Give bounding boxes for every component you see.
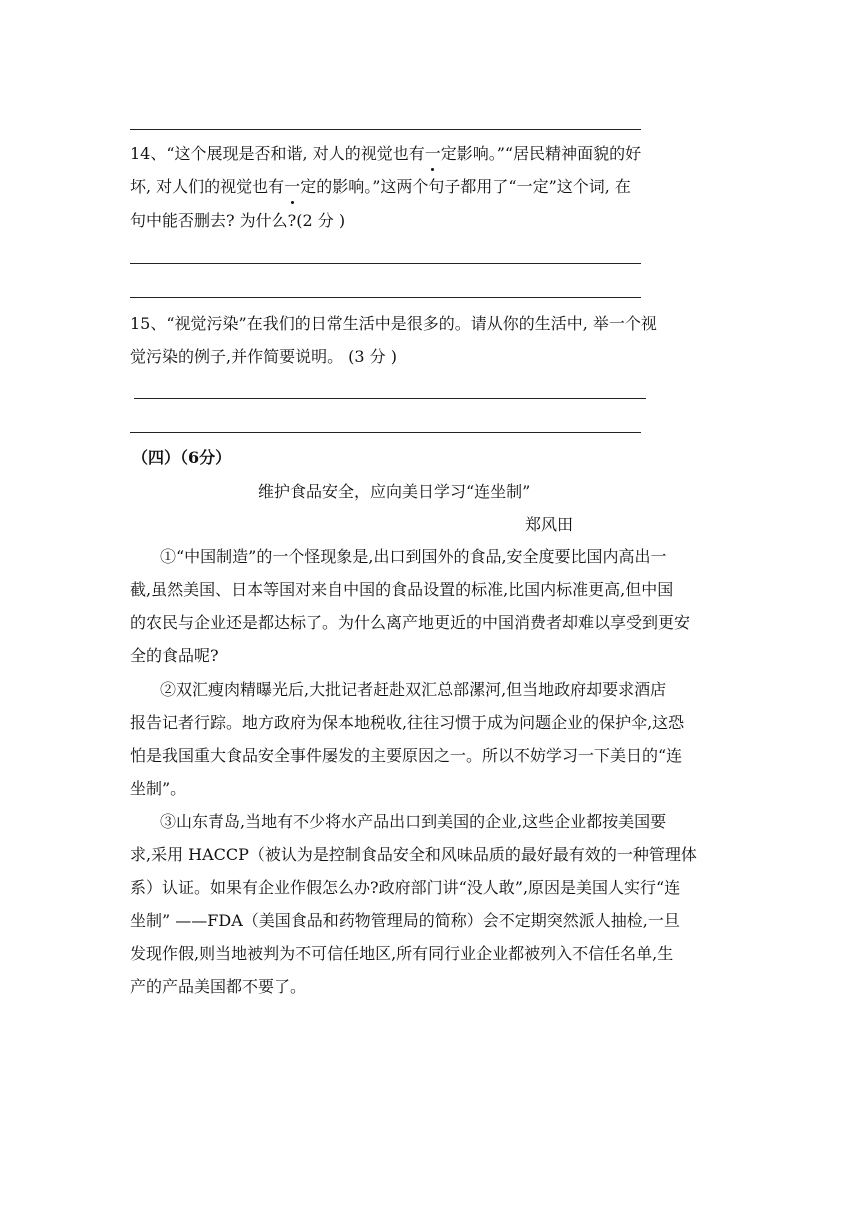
q15-answer-line-1[interactable] xyxy=(134,398,646,399)
paragraph-line: 截,虽然美国、日本等国对来自中国的食品设置的标准,比国内标准更高,但中国 xyxy=(130,580,674,599)
paragraph-line: 产的产品美国都不要了。 xyxy=(130,977,307,996)
paragraph-3 xyxy=(130,810,734,1008)
paragraph-line: 发现作假,则当地被判为不可信任地区,所有同行业企业都被列入不信任名单,生 xyxy=(130,944,674,963)
paragraph-line: 坐制” ——FDA（美国食品和药物管理局的简称）会不定期突然派人抽检,一旦 xyxy=(130,911,680,930)
q15-answer-line-2[interactable] xyxy=(130,432,641,433)
paragraph-line: ①“中国制造”的一个怪现象是,出口到国外的食品,安全度要比国内高出一 xyxy=(160,547,667,566)
q14-line-3: 句中能否删去? 为什么?(2 分 ) xyxy=(130,211,346,230)
q14-line-2: 坏, 对人们的视觉也有一定的影响。”这两个句子都用了“一定”这个词, 在 xyxy=(130,177,631,196)
answer-line[interactable] xyxy=(130,129,641,130)
article-author: 郑风田 xyxy=(525,515,574,534)
paragraph-line: 坐制”。 xyxy=(130,779,187,798)
article-title: 维护食品安全，应向美日学习“连坐制” xyxy=(258,482,531,501)
section-heading: （四）（6分） xyxy=(132,448,232,467)
paragraph-line: ②双汇瘦肉精曝光后,大批记者赶赴双汇总部漯河,但当地政府却要求酒店 xyxy=(160,680,667,699)
emphasis-dot-char: 一 xyxy=(284,177,301,196)
q14-answer-line-2[interactable] xyxy=(130,297,641,298)
paragraph-1 xyxy=(130,545,734,677)
q15-line-1: 15、“视觉污染”在我们的日常生活中是很多的。请从你的生活中, 举一个视 xyxy=(130,314,657,333)
paragraph-line: ③山东青岛,当地有不少将水产品出口到美国的企业,这些企业都按美国要 xyxy=(160,812,667,831)
paragraph-line: 报告记者行踪。地方政府为保本地税收,往往习惯于成为问题企业的保护伞,这恐 xyxy=(130,713,685,732)
paragraph-line: 求,采用 HACCP（被认为是控制食品安全和风味品质的最好最有效的一种管理体 xyxy=(130,845,697,864)
paragraph-2 xyxy=(130,678,734,810)
paragraph-line: 全的食品呢? xyxy=(130,646,219,665)
q15-line-2: 觉污染的例子,并作简要说明。 (3 分 ) xyxy=(130,347,398,366)
paragraph-line: 系）认证。如果有企业作假怎么办?政府部门讲“没人敢”,原因是美国人实行“连 xyxy=(130,878,681,897)
paragraph-line: 怕是我国重大食品安全事件屡发的主要原因之一。所以不妨学习一下美日的“连 xyxy=(130,746,683,765)
paragraph-line: 的农民与企业还是都达标了。为什么离产地更近的中国消费者却难以享受到更安 xyxy=(130,613,691,632)
q14-line-1: 14、“这个展现是否和谐, 对人的视觉也有一定影响。”“居民精神面貌的好 xyxy=(130,144,642,163)
emphasis-dot-char: 一 xyxy=(424,144,441,163)
q14-answer-line-1[interactable] xyxy=(130,263,641,264)
